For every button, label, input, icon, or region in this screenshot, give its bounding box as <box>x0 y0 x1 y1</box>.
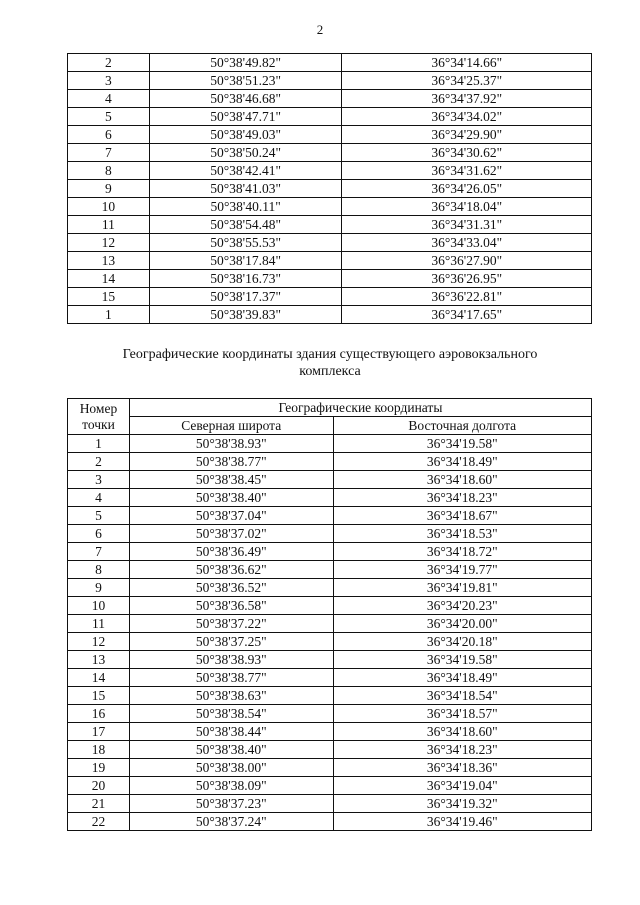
point-number-cell: 22 <box>68 813 130 831</box>
point-number-cell: 15 <box>68 687 130 705</box>
point-number-cell: 3 <box>68 471 130 489</box>
point-number-cell: 20 <box>68 777 130 795</box>
longitude-cell: 36°34'18.49" <box>333 453 591 471</box>
table-row <box>68 234 592 252</box>
longitude-cell: 36°34'30.62" <box>342 144 592 162</box>
table-row <box>68 126 592 144</box>
longitude-cell: 36°34'18.23" <box>333 741 591 759</box>
table-row <box>68 597 592 615</box>
latitude-cell: 50°38'38.77" <box>129 453 333 471</box>
latitude-cell: 50°38'38.45" <box>129 471 333 489</box>
latitude-cell: 50°38'38.00" <box>129 759 333 777</box>
longitude-cell: 36°34'19.32" <box>333 795 591 813</box>
point-number-cell: 13 <box>68 651 130 669</box>
latitude-cell: 50°38'36.52" <box>129 579 333 597</box>
longitude-cell: 36°34'18.23" <box>333 489 591 507</box>
longitude-cell: 36°34'20.23" <box>333 597 591 615</box>
latitude-cell: 50°38'50.24" <box>149 144 342 162</box>
latitude-cell: 50°38'36.62" <box>129 561 333 579</box>
coordinates-table-2 <box>67 398 592 831</box>
latitude-cell: 50°38'39.83" <box>149 306 342 324</box>
latitude-cell: 50°38'38.93" <box>129 651 333 669</box>
latitude-cell: 50°38'49.82" <box>149 54 342 72</box>
table-row <box>68 561 592 579</box>
longitude-cell: 36°34'20.00" <box>333 615 591 633</box>
table-row <box>68 741 592 759</box>
longitude-cell: 36°34'29.90" <box>342 126 592 144</box>
latitude-cell: 50°38'46.68" <box>149 90 342 108</box>
longitude-cell: 36°34'18.67" <box>333 507 591 525</box>
latitude-header: Северная широта <box>129 417 333 435</box>
point-number-header <box>68 399 130 435</box>
table-row <box>68 723 592 741</box>
point-number-cell: 4 <box>68 90 150 108</box>
latitude-cell: 50°38'42.41" <box>149 162 342 180</box>
point-number-cell: 17 <box>68 723 130 741</box>
point-number-cell: 6 <box>68 525 130 543</box>
point-number-cell: 7 <box>68 543 130 561</box>
longitude-cell: 36°34'20.18" <box>333 633 591 651</box>
longitude-cell: 36°34'31.31" <box>342 216 592 234</box>
coordinates-group-header: Географические координаты <box>129 399 591 417</box>
latitude-cell: 50°38'41.03" <box>149 180 342 198</box>
coordinates-table-2-body <box>68 435 592 831</box>
longitude-cell: 36°36'22.81" <box>342 288 592 306</box>
longitude-cell: 36°34'31.62" <box>342 162 592 180</box>
longitude-header: Восточная долгота <box>333 417 591 435</box>
point-number-header-line-1: Номер <box>79 400 118 416</box>
table-row <box>68 90 592 108</box>
longitude-cell: 36°34'18.57" <box>333 705 591 723</box>
point-number-cell: 15 <box>68 288 150 306</box>
point-number-cell: 11 <box>68 216 150 234</box>
point-number-cell: 18 <box>68 741 130 759</box>
point-number-cell: 1 <box>68 435 130 453</box>
table-row <box>68 651 592 669</box>
latitude-cell: 50°38'37.23" <box>129 795 333 813</box>
table-row <box>68 453 592 471</box>
table-row <box>68 270 592 288</box>
longitude-cell: 36°34'25.37" <box>342 72 592 90</box>
point-number-cell: 9 <box>68 180 150 198</box>
table-row <box>68 525 592 543</box>
longitude-cell: 36°34'18.53" <box>333 525 591 543</box>
longitude-cell: 36°34'18.04" <box>342 198 592 216</box>
longitude-cell: 36°34'18.72" <box>333 543 591 561</box>
longitude-cell: 36°34'17.65" <box>342 306 592 324</box>
point-number-cell: 11 <box>68 615 130 633</box>
point-number-cell: 6 <box>68 126 150 144</box>
table-row <box>68 705 592 723</box>
longitude-cell: 36°34'19.46" <box>333 813 591 831</box>
point-number-cell: 4 <box>68 489 130 507</box>
latitude-cell: 50°38'16.73" <box>149 270 342 288</box>
table-row <box>68 162 592 180</box>
point-number-cell: 19 <box>68 759 130 777</box>
table-row <box>68 777 592 795</box>
latitude-cell: 50°38'38.63" <box>129 687 333 705</box>
section-heading <box>60 346 600 380</box>
table-row <box>68 198 592 216</box>
latitude-cell: 50°38'38.09" <box>129 777 333 795</box>
table-row <box>68 489 592 507</box>
page-number: 2 <box>316 22 324 37</box>
point-number-header-line-2: точки <box>82 416 115 432</box>
latitude-cell: 50°38'37.02" <box>129 525 333 543</box>
table-row <box>68 108 592 126</box>
latitude-cell: 50°38'17.37" <box>149 288 342 306</box>
longitude-cell: 36°34'37.92" <box>342 90 592 108</box>
latitude-cell: 50°38'40.11" <box>149 198 342 216</box>
table-row <box>68 435 592 453</box>
latitude-cell: 50°38'38.93" <box>129 435 333 453</box>
point-number-cell: 2 <box>68 453 130 471</box>
longitude-cell: 36°34'19.58" <box>333 435 591 453</box>
point-number-cell: 12 <box>68 234 150 252</box>
point-number-cell: 8 <box>68 561 130 579</box>
table-row <box>68 72 592 90</box>
longitude-cell: 36°34'26.05" <box>342 180 592 198</box>
latitude-cell: 50°38'37.04" <box>129 507 333 525</box>
table-row <box>68 543 592 561</box>
longitude-cell: 36°34'19.04" <box>333 777 591 795</box>
section-heading-line-1: Географические координаты здания существующего аэровокзального <box>122 347 538 362</box>
point-number-cell: 1 <box>68 306 150 324</box>
point-number-cell: 14 <box>68 270 150 288</box>
point-number-cell: 2 <box>68 54 150 72</box>
longitude-cell: 36°34'18.36" <box>333 759 591 777</box>
latitude-cell: 50°38'47.71" <box>149 108 342 126</box>
longitude-cell: 36°36'27.90" <box>342 252 592 270</box>
latitude-cell: 50°38'37.22" <box>129 615 333 633</box>
latitude-cell: 50°38'55.53" <box>149 234 342 252</box>
longitude-cell: 36°34'18.49" <box>333 669 591 687</box>
table-row <box>68 813 592 831</box>
longitude-cell: 36°34'33.04" <box>342 234 592 252</box>
latitude-cell: 50°38'38.44" <box>129 723 333 741</box>
table-row <box>68 471 592 489</box>
table-row <box>68 306 592 324</box>
latitude-cell: 50°38'37.24" <box>129 813 333 831</box>
table-row <box>68 633 592 651</box>
point-number-cell: 10 <box>68 198 150 216</box>
longitude-cell: 36°34'14.66" <box>342 54 592 72</box>
latitude-cell: 50°38'54.48" <box>149 216 342 234</box>
point-number-cell: 7 <box>68 144 150 162</box>
latitude-cell: 50°38'17.84" <box>149 252 342 270</box>
longitude-cell: 36°34'19.77" <box>333 561 591 579</box>
point-number-cell: 5 <box>68 507 130 525</box>
table-row <box>68 669 592 687</box>
point-number-cell: 16 <box>68 705 130 723</box>
longitude-cell: 36°34'19.81" <box>333 579 591 597</box>
table-row <box>68 759 592 777</box>
point-number-cell: 3 <box>68 72 150 90</box>
point-number-cell: 21 <box>68 795 130 813</box>
latitude-cell: 50°38'37.25" <box>129 633 333 651</box>
table-row <box>68 507 592 525</box>
latitude-cell: 50°38'36.58" <box>129 597 333 615</box>
table-row <box>68 216 592 234</box>
longitude-cell: 36°34'18.60" <box>333 723 591 741</box>
table-row <box>68 615 592 633</box>
point-number-cell: 9 <box>68 579 130 597</box>
longitude-cell: 36°34'19.58" <box>333 651 591 669</box>
longitude-cell: 36°34'18.60" <box>333 471 591 489</box>
point-number-cell: 14 <box>68 669 130 687</box>
table-row <box>68 54 592 72</box>
point-number-cell: 10 <box>68 597 130 615</box>
table-row <box>68 288 592 306</box>
latitude-cell: 50°38'38.40" <box>129 489 333 507</box>
point-number-cell: 5 <box>68 108 150 126</box>
point-number-cell: 12 <box>68 633 130 651</box>
table-row <box>68 579 592 597</box>
table-row <box>68 252 592 270</box>
coordinates-table-1 <box>67 53 592 324</box>
table-row <box>68 687 592 705</box>
longitude-cell: 36°36'26.95" <box>342 270 592 288</box>
table-row <box>68 144 592 162</box>
point-number-cell: 13 <box>68 252 150 270</box>
latitude-cell: 50°38'49.03" <box>149 126 342 144</box>
section-heading-line-2: комплекса <box>299 364 361 379</box>
table-row <box>68 180 592 198</box>
table-row <box>68 795 592 813</box>
point-number-cell: 8 <box>68 162 150 180</box>
latitude-cell: 50°38'36.49" <box>129 543 333 561</box>
latitude-cell: 50°38'38.54" <box>129 705 333 723</box>
coordinates-table-1-body <box>68 54 592 324</box>
longitude-cell: 36°34'34.02" <box>342 108 592 126</box>
latitude-cell: 50°38'38.40" <box>129 741 333 759</box>
longitude-cell: 36°34'18.54" <box>333 687 591 705</box>
latitude-cell: 50°38'38.77" <box>129 669 333 687</box>
latitude-cell: 50°38'51.23" <box>149 72 342 90</box>
coordinates-table-2-header <box>68 399 592 435</box>
